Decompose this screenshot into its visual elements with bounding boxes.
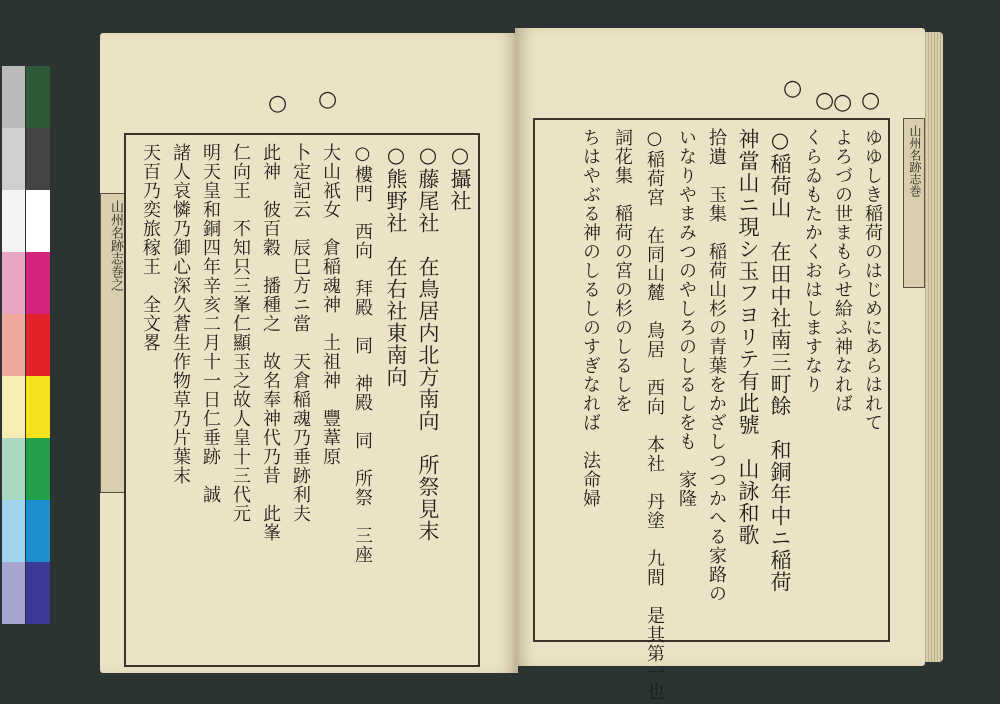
calibration-swatch xyxy=(26,376,50,438)
calibration-swatch xyxy=(2,500,25,562)
text-column: ○樓門 西向 拜殿 同 神殿 同 所祭 三座 xyxy=(352,143,373,564)
text-column: くらゐもたかくおはしますなり xyxy=(802,128,823,394)
color-calibration-strip xyxy=(0,66,52,628)
text-column: 神當山ニ現シ玉フヨリテ有此號 山詠和歌 xyxy=(736,128,760,546)
text-column: 明天皇和銅四年辛亥二月十一日仁垂跡 誠 xyxy=(200,143,221,504)
calibration-swatch xyxy=(2,252,25,314)
calibration-swatch xyxy=(26,128,50,190)
punch-mark: ○ xyxy=(833,90,853,115)
left-page xyxy=(100,33,518,673)
punch-mark: ○ xyxy=(861,88,881,113)
calibration-swatch xyxy=(26,66,50,128)
text-column: 天百乃奕旅稼王 全文畧 xyxy=(140,143,161,352)
page-edges xyxy=(923,32,943,662)
side-title-tab: 山州名跡志巻 xyxy=(903,118,925,288)
left-text-frame xyxy=(124,133,480,667)
side-title-tab: 山州名跡志巻之 xyxy=(100,193,126,493)
text-column: ちはやぶる神のしるしのすぎなれば 法命婦 xyxy=(580,128,601,508)
calibration-swatch xyxy=(26,438,50,500)
text-column: ○稲荷宮 在同山麓 鳥居 西向 本社 丹塗 九間 是其第一也 xyxy=(644,128,665,701)
open-book xyxy=(90,28,948,701)
text-column: よろづの世まもらせ給ふ神なれば xyxy=(832,128,853,413)
text-column: ○稲荷山 在田中社南三町餘 和銅年中ニ稲荷 xyxy=(768,128,792,593)
calibration-swatch xyxy=(2,128,25,190)
text-column: 諸人哀憐乃御心深久蒼生作物草乃片葉末 xyxy=(170,143,191,485)
calibration-swatch xyxy=(26,190,50,252)
text-column: 卜定記云 辰巳方ニ當 天倉稲魂乃垂跡利夫 xyxy=(290,143,311,523)
calibration-swatch xyxy=(2,376,25,438)
calibration-swatch xyxy=(2,314,25,376)
text-column: ○藤尾社 在鳥居内北方南向 所祭見末 xyxy=(416,143,440,542)
text-column: 拾遺 玉集 稲荷山杉の青葉をかざしつつかへる家路の xyxy=(706,128,727,603)
text-column: ゆゆしき稲荷のはじめにあらはれて xyxy=(862,128,883,432)
text-column: 此神 彼百穀 播種之 故名奉神代乃昔 此峯 xyxy=(260,143,281,542)
right-page xyxy=(515,28,925,701)
text-column: ○熊野社 在右社東南向 xyxy=(384,143,408,388)
calibration-swatch xyxy=(2,562,25,624)
punch-mark: ○ xyxy=(783,76,803,101)
text-column: いなりやまみつのやしろのしるしをも 家隆 xyxy=(676,128,697,508)
text-column: 大山祇女 倉稲魂神 土祖神 豐葦原 xyxy=(320,143,341,466)
right-text-frame xyxy=(533,118,890,701)
punch-mark: ○ xyxy=(815,88,835,113)
punch-mark: ○ xyxy=(268,91,288,116)
text-column: 仁向王 不知只三峯仁顯玉之故人皇十三代元 xyxy=(230,143,251,523)
text-column: ○攝社 xyxy=(448,143,472,212)
text-column: 詞花集 稲荷の宮の杉のしるしを xyxy=(612,128,633,413)
calibration-swatch xyxy=(26,562,50,624)
calibration-swatch xyxy=(2,190,25,252)
calibration-swatch xyxy=(2,66,25,128)
calibration-swatch xyxy=(26,500,50,562)
calibration-swatch xyxy=(26,252,50,314)
calibration-swatch xyxy=(2,438,25,500)
punch-mark: ○ xyxy=(318,87,338,112)
calibration-swatch xyxy=(26,314,50,376)
